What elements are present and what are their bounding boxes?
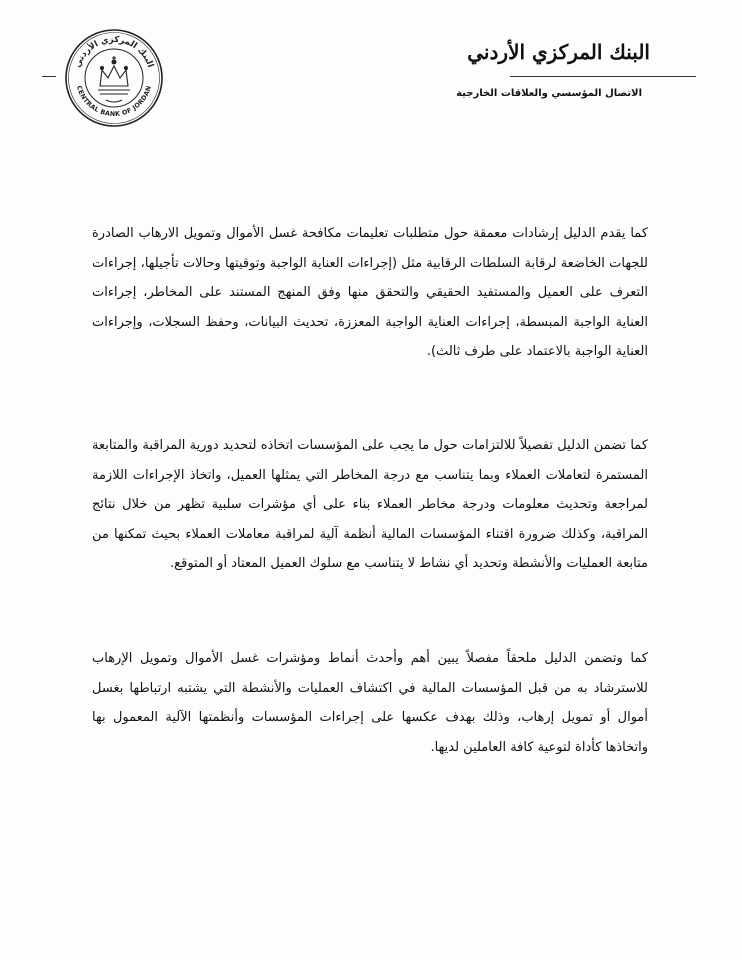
crown-emblem [98, 56, 130, 102]
seal-arabic-text: البنك المركزي الأردني [72, 34, 156, 70]
header-divider-left [42, 76, 56, 77]
body-paragraph-3: كما وتضمن الدليل ملحقاً مفصلاً يبين أهم وأحدث أنماط ومؤشرات غسل الأموال وتمويل الإرهاب للاسترشاد به من قبل المؤسسات المالية في اكتشاف العمليات والأنشطة التي يشتبه ارتباطها بغسل أموال أو تمويل إرهاب، وذلك بهدف عكسها على إجراءات المؤسسات وأنظمتها الآلية المعمول بها واتخاذها كأداة لتوعية كافة العاملين لديها. [92, 651, 648, 755]
bank-name-heading: البنك المركزي الأردني [467, 40, 650, 64]
department-name: الاتصال المؤسسي والعلاقات الخارجية [456, 88, 642, 99]
header-divider [510, 76, 696, 77]
body-paragraph-2: كما تضمن الدليل تفصيلاً للالتزامات حول ما يجب على المؤسسات اتخاذه لتحديد دورية المراقبة والمتابعة المستمرة لتعاملات العملاء وبما يتناسب مع درجة المخاطر التي يمثلها العميل، واتخاذ الإجراءات اللازمة لمراجعة وتحديث معلومات ودرجة مخاطر العملاء بناء على أي مؤشرات سلبية تظهر من خلال نتائج المراقبة، وكذلك ضرورة اقتناء المؤسسات المالية أنظمة آلية لمراقبة معاملات العملاء بحيث تمكنها من متابعة العمليات والأنشطة وتحديد أي نشاط لا يتناسب مع سلوك العميل المعتاد أو المتوقع. [92, 438, 648, 571]
central-bank-seal [64, 28, 164, 128]
body-paragraph-1: كما يقدم الدليل إرشادات معمقة حول متطلبات تعليمات مكافحة غسل الأموال وتمويل الارهاب الصادرة للجهات الخاضعة لرقابة السلطات الرقابية مثل (إجراءات العناية الواجبة وتوقيتها وحالات تأجيلها، إجراءات التعرف على العميل والمستفيد الحقيقي والتحقق منها وفق المنهج المستند على المخاطر، إجراءات العناية الواجبة المبسطة، إجراءات العناية الواجبة المعززة، تحديث البيانات، وحفظ السجلات، وإجراءات العناية الواجبة بالاعتماد على طرف ثالث). [92, 226, 648, 359]
seal-english-text: CENTRAL BANK OF JORDAN [74, 84, 154, 119]
central-bank-seal-icon [64, 28, 164, 128]
